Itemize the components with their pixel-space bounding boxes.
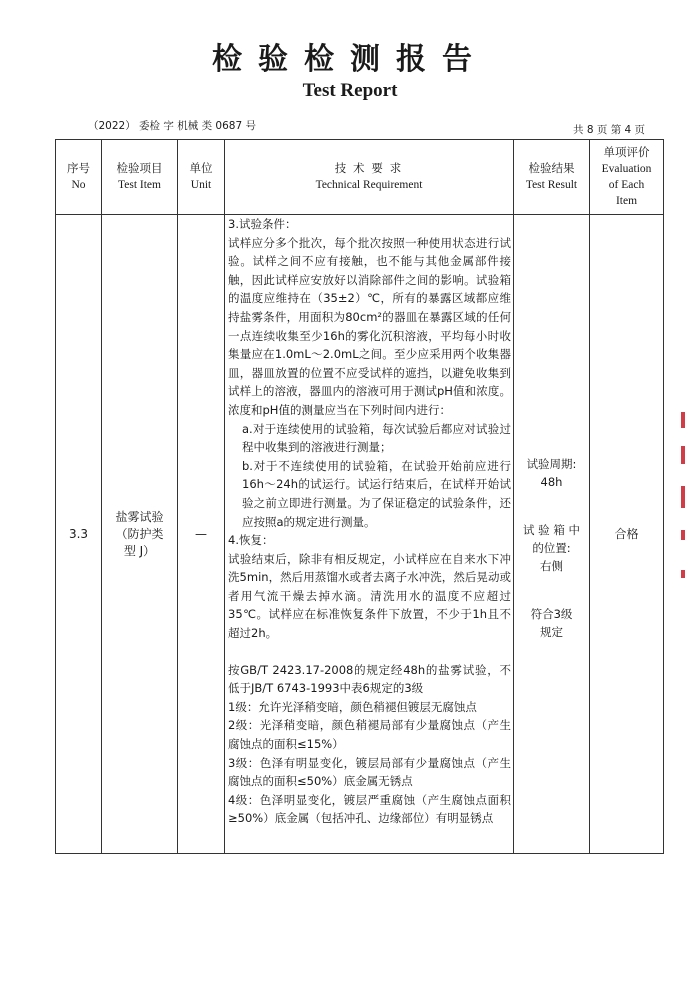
cell-evaluation: 合格	[590, 215, 664, 854]
result-period-label: 试验周期:	[526, 457, 577, 471]
result-position-label-2: 的位置:	[532, 541, 571, 555]
table-row	[56, 215, 664, 854]
req-section-4-text: 试验结束后，除非有相反规定，小试样应在自来水下冲洗5min，然后用蒸馏水或者去离子水冲洗，然后晃动或者用气流干燥去掉水滴。清洗用水的温度不应超过35℃。试样应在标准恢复条件下放置，不少于1h且不超过2h。	[228, 551, 511, 641]
req-section-3-item-b: b.对于不连续使用的试验箱，在试验开始前应进行16h～24h的试运行。试运行结束后，在试样开始试验之前立即进行测量。为了保证稳定的试验条件，还应按照a的规定进行测量。	[242, 458, 511, 529]
req-section-3-title: 3.试验条件：	[228, 217, 297, 231]
result-position-value: 右侧	[540, 559, 563, 573]
req-grade-2: 2级：光泽稍变暗，颜色稍褪局部有少量腐蚀点（产生腐蚀点的面积≤15%）	[228, 718, 511, 752]
header-test-item: 检验项目 Test Item	[102, 140, 178, 215]
req-grade-4: 4级：色泽明显变化，镀层严重腐蚀（产生腐蚀点面积≥50%）底金属（包括冲孔、边缘部位）有明显锈点	[228, 792, 511, 826]
cell-no: 3.3	[56, 215, 102, 854]
report-title-en: Test Report	[302, 80, 398, 101]
cell-technical-requirement	[225, 215, 514, 854]
report-number: （2022） 委检 字 机械 类 0687 号	[88, 120, 256, 132]
result-grade-2: 规定	[540, 625, 563, 639]
header-technical-requirement: 技 术 要 求 Technical Requirement	[225, 140, 514, 215]
result-position-label: 试 验 箱 中	[523, 523, 580, 537]
report-table	[55, 139, 664, 854]
cell-test-result	[514, 215, 590, 854]
report-title-zh: 检验检测报告	[212, 42, 488, 77]
header-unit: 单位 Unit	[178, 140, 225, 215]
result-grade: 符合3级	[530, 607, 573, 621]
req-section-3-item-a: a.对于连续使用的试验箱，每次试验后都应对试验过程中收集到的溶液进行测量；	[242, 421, 511, 455]
header-evaluation: 单项评价 Evaluation of Each Item	[590, 140, 664, 215]
cell-test-item: 盐雾试验 （防护类 型 J）	[102, 215, 178, 854]
result-period-value: 48h	[540, 475, 563, 489]
req-standard-text: 按GB/T 2423.17-2008的规定经48h的盐雾试验，不低于JB/T 6743-1993中表6规定的3级	[228, 662, 511, 696]
header-no: 序号 No	[56, 140, 102, 215]
page-indicator: 共 8 页 第 4 页	[573, 124, 646, 136]
req-grade-3: 3级：色泽有明显变化，镀层局部有少量腐蚀点（产生腐蚀点的面积≤50%）底金属无锈点	[228, 755, 511, 789]
req-section-4-title: 4.恢复：	[228, 533, 274, 548]
header-test-result: 检验结果 Test Result	[514, 140, 590, 215]
table-header-row	[56, 140, 664, 215]
req-grade-1: 1级：允许光泽稍变暗，颜色稍褪但镀层无腐蚀点	[228, 699, 477, 714]
cell-unit: —	[178, 215, 225, 854]
req-section-3-text: 试样应分多个批次，每个批次按照一种使用状态进行试验。试样之间不应有接触，也不能与其他金属部件接触，因此试样应安放好以消除部件之间的影响。试验箱的温度应维持在（35±2）℃，所有的暴露区域都应维持盐雾条件，用面积为80cm²的器皿在暴露区域的任何一点连续收集至少16h的雾化沉积溶液，平均每小时收集量应在1.0mL～2.0mL之间。至少应采用两个收集器皿，器皿放置的位置不应受试样的遮挡，以避免收集到试样上的溶液，器皿内的溶液可用于测试pH值和浓度。浓度和pH值的测量应当在下列时间内进行：	[228, 235, 511, 417]
